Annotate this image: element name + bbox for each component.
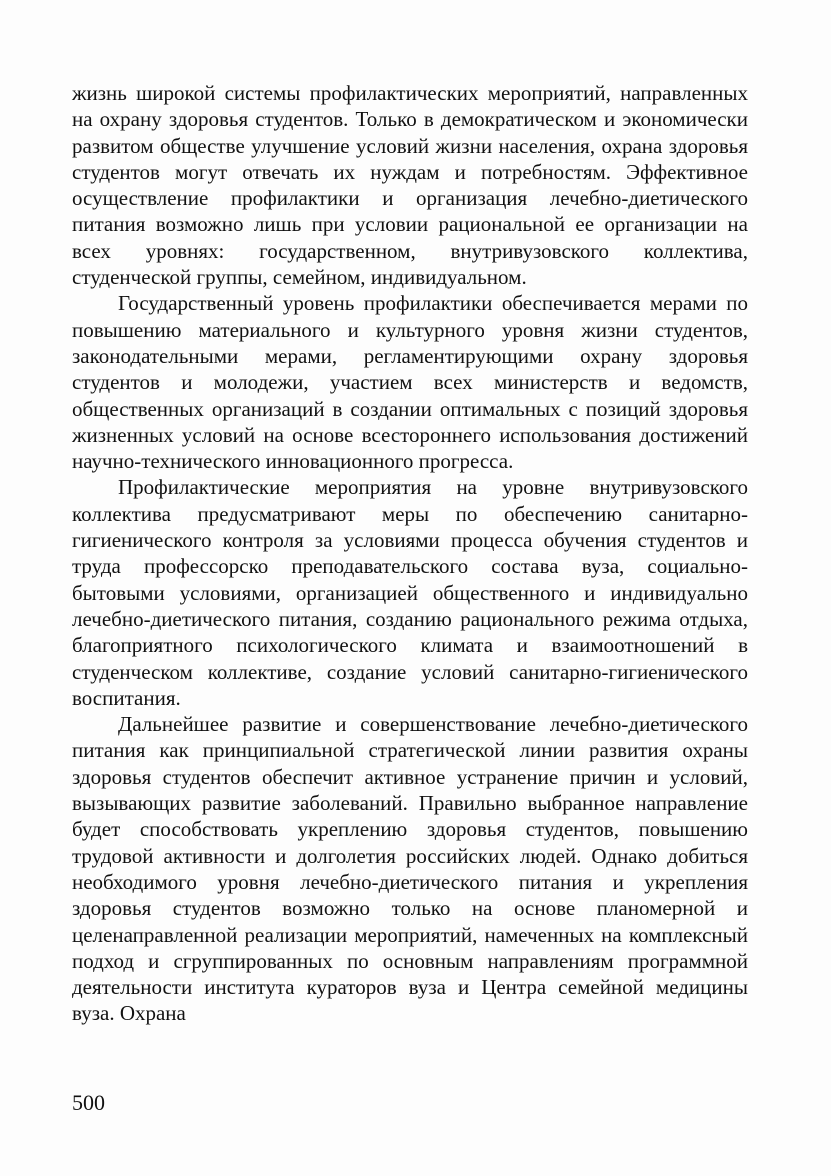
body-text — [72, 80, 748, 1027]
paragraph-3: Профилактические мероприятия на уровне внутривузовского коллектива предусматривают меры по обеспечению санитарно-гигиенического контроля за условиями процесса обучения студентов и труда профессорско преподавательского состава вуза, социально-бытовыми условиями, организацией общественного и индивидуально лечебно-диетического питания, созданию рационального режима отдыха, благоприятного психологического климата и взаимоотношений в студенческом коллективе, создание условий санитарно-гигиенического воспитания. — [72, 475, 748, 710]
page-number: 500 — [72, 1090, 105, 1115]
paragraph-1: жизнь широкой системы профилактических мероприятий, направленных на охрану здоровья студентов. Только в демократическом и экономически развитом обществе улучшение условий жизни населения, охрана здоровья студентов могут отвечать их нуждам и потребностям. Эффективное осуществление профилактики и организация лечебно-диетического питания возможно лишь при условии рациональной ее организации на всех уровнях: государственном, внутривузовского коллектива, студенческой группы, семейном, индивидуальном. — [72, 81, 748, 290]
paragraph-4: Дальнейшее развитие и совершенствование лечебно-диетического питания как принципиальной стратегической линии развития охраны здоровья студентов обеспечит активное устранение причин и условий, вызывающих развитие заболеваний. Правильно выбранное направление будет способствовать укреплению здоровья студентов, повышению трудовой активности и долголетия российских людей. Однако добиться необходимого уровня лечебно-диетического питания и укрепления здоровья студентов возможно только на основе планомерной и целенаправленной реализации мероприятий, намеченных на комплексный подход и сгруппированных по основным направлениям программной деятельности института кураторов вуза и Центра семейной медицины вуза. Охрана — [72, 712, 748, 1026]
paragraph-2: Государственный уровень профилактики обеспечивается мерами по повышению материального и культурного уровня жизни студентов, законодательными мерами, регламентирующими охрану здоровья студентов и молодежи, участием всех министерств и ведомств, общественных организаций в создании оптимальных с позиций здоровья жизненных условий на основе всестороннего использования достижений научно-технического инновационного прогресса. — [72, 291, 748, 474]
